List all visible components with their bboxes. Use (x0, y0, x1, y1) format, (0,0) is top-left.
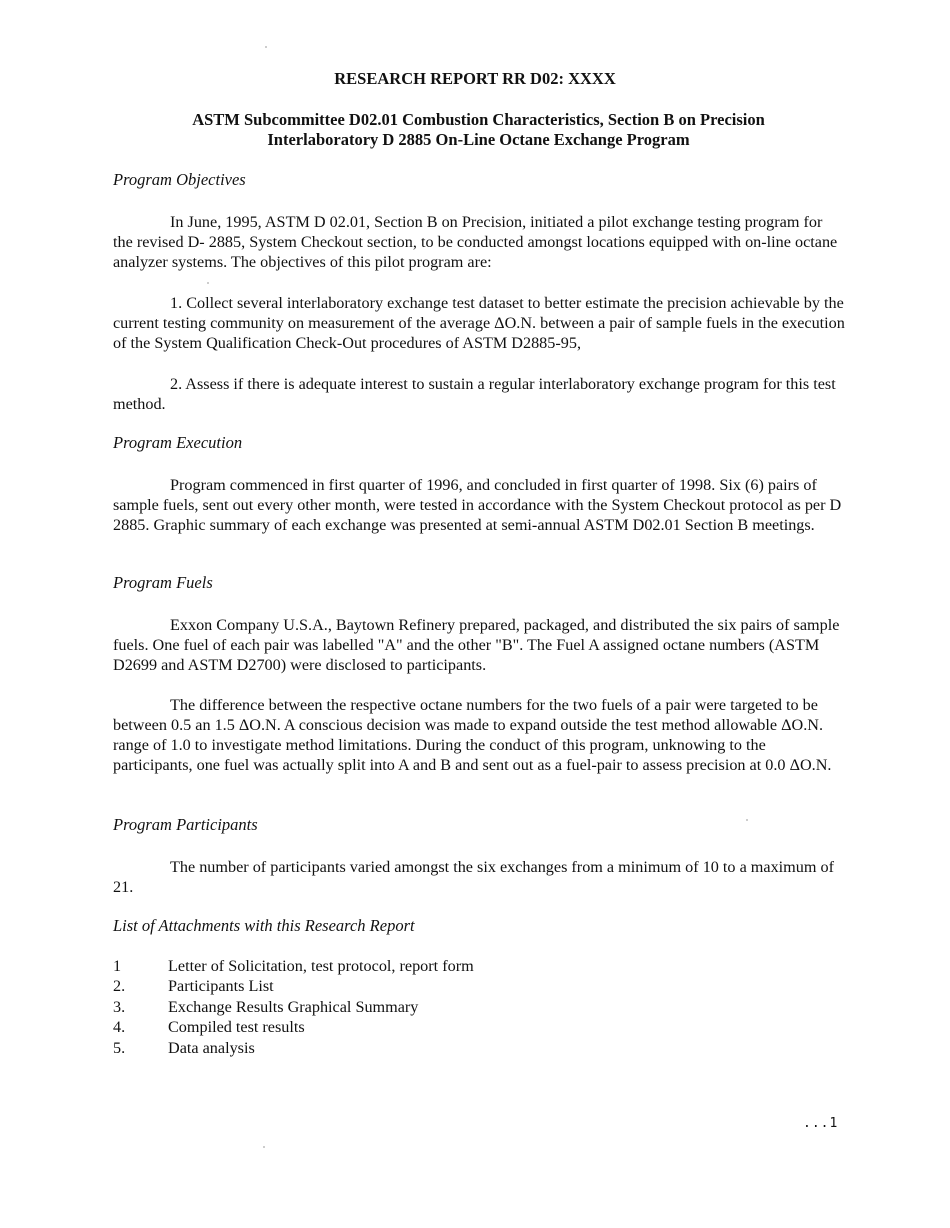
scan-speck (265, 46, 267, 48)
list-item-label: Participants List (168, 977, 274, 996)
list-item (113, 997, 474, 1017)
scan-speck (263, 1146, 265, 1148)
list-item-number: 4. (113, 1018, 126, 1037)
list-item-label: Letter of Solicitation, test protocol, report form (168, 957, 474, 975)
list-item (113, 1038, 474, 1058)
heading-program-fuels: Program Fuels (113, 573, 213, 592)
list-item-number: 1 (113, 957, 122, 975)
heading-program-participants: Program Participants (113, 815, 258, 834)
subtitle-line-1: ASTM Subcommittee D02.01 Combustion Characteristics, Section B on Precision (192, 110, 765, 129)
fuels-paragraph-2: The difference between the respective octane numbers for the two fuels of a pair were targeted to be between 0.5 an 1.5 ΔO.N. A conscious decision was made to expand outside the test method allowable ΔO.N. range of 1.0 to investigate method limitations. During the conduct of this program, unknowing to the participants, one fuel was actually split into A and B and sent out as a fuel-pair to assess precision at 0.0 ΔO.N. (113, 696, 832, 774)
attachments-list (113, 956, 474, 1058)
objectives-intro-paragraph: In June, 1995, ASTM D 02.01, Section B on Precision, initiated a pilot exchange testing program for the revised D- 2885, System Checkout section, to be conducted amongst locations equipped with on-line octane analyzer systems. The objectives of this pilot program are: (113, 213, 838, 271)
list-item-number: 2. (113, 977, 126, 996)
report-title: RESEARCH REPORT RR D02: XXXX (334, 69, 616, 88)
page-number-marker: ...1 (803, 1116, 839, 1131)
list-item-number: 5. (113, 1038, 126, 1057)
execution-paragraph: Program commenced in first quarter of 1996, and concluded in first quarter of 1998. Six (6) pairs of sample fuels, sent out every other month, were tested in accordance with the System Checkout protocol as per D 2885. Graphic summary of each exchange was presented at semi-annual ASTM D02.01 Section B meetings. (113, 476, 842, 534)
fuels-paragraph-1: Exxon Company U.S.A., Baytown Refinery prepared, packaged, and distributed the six pairs of sample fuels. One fuel of each pair was labelled "A" and the other "B". The Fuel A assigned octane numbers (ASTM D2699 and ASTM D2700) were disclosed to participants. (113, 616, 840, 674)
scan-speck (746, 819, 748, 821)
heading-program-objectives: Program Objectives (113, 170, 246, 189)
objective-item-1: 1. Collect several interlaboratory exchange test dataset to better estimate the precision achievable by the current testing community on measurement of the average ΔO.N. between a pair of sample fuels in the execution of the System Qualification Check-Out procedures of ASTM D2885-95, (113, 294, 845, 352)
list-item-label: Compiled test results (168, 1018, 305, 1037)
scan-speck (207, 282, 209, 284)
list-item-label: Exchange Results Graphical Summary (168, 997, 419, 1016)
report-subtitle (150, 110, 807, 150)
heading-program-execution: Program Execution (113, 433, 243, 452)
objective-item-2: 2. Assess if there is adequate interest to sustain a regular interlaboratory exchange program for this test method. (113, 375, 836, 413)
list-item (113, 1017, 474, 1037)
subtitle-line-2: Interlaboratory D 2885 On-Line Octane Exchange Program (267, 130, 690, 149)
list-item-number: 3. (113, 997, 126, 1016)
heading-attachments: List of Attachments with this Research Report (113, 916, 415, 935)
list-item (113, 956, 474, 976)
participants-paragraph: The number of participants varied amongst the six exchanges from a minimum of 10 to a maximum of 21. (113, 858, 834, 896)
list-item-label: Data analysis (168, 1038, 255, 1057)
list-item (113, 976, 474, 996)
